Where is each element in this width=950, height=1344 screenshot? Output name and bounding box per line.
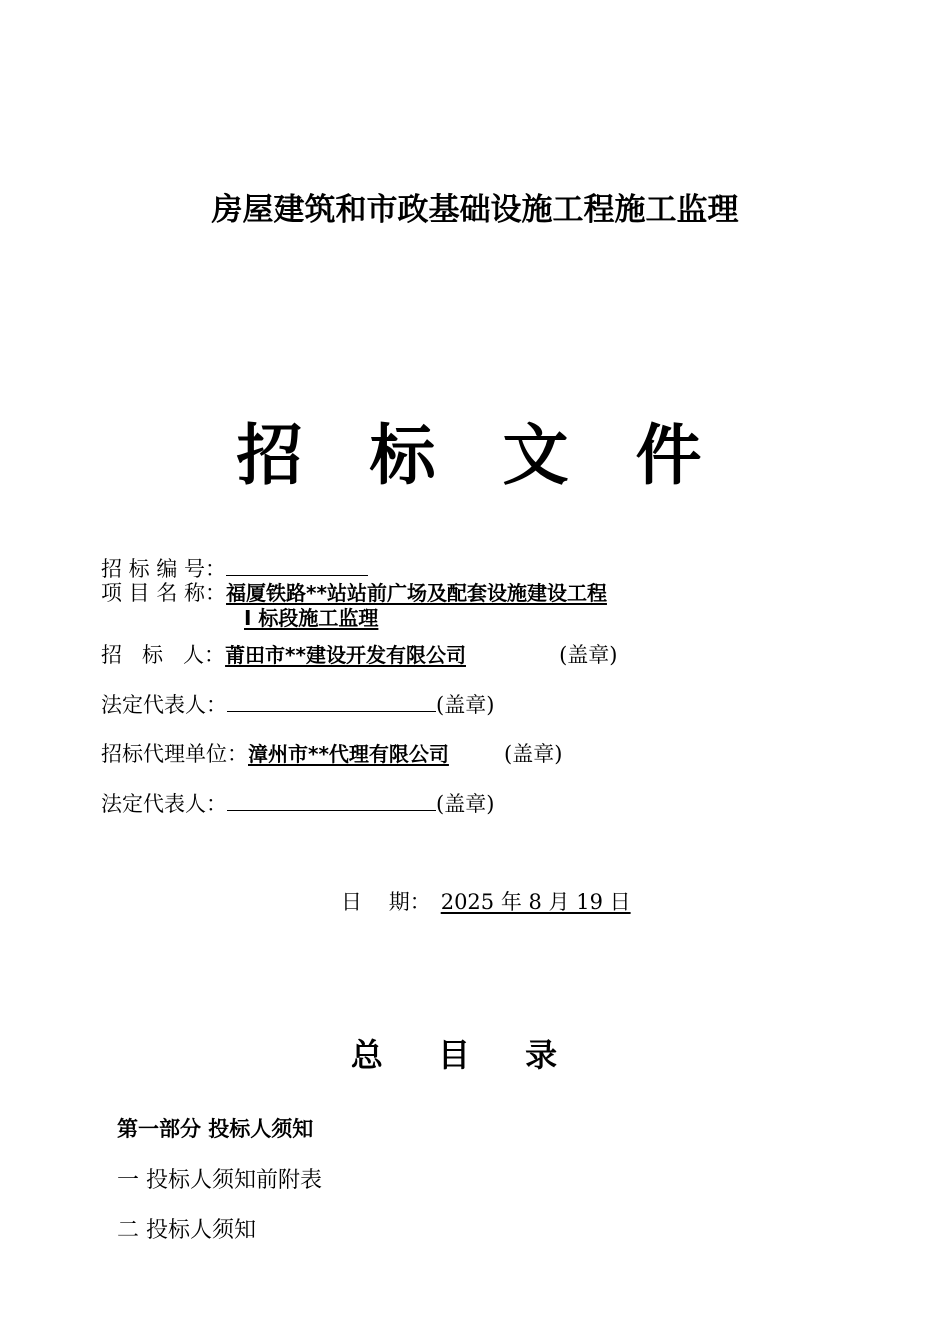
agency-value: 漳州市**代理有限公司 <box>248 742 449 766</box>
tenderer-row <box>101 642 617 668</box>
legal-rep-label-1: 法定代表人： <box>101 693 227 717</box>
document-subtitle: 房屋建筑和市政基础设施工程施工监理 <box>211 192 739 228</box>
legal-rep-row-2 <box>101 790 494 817</box>
legal-rep-stamp-2: (盖章) <box>436 792 495 816</box>
agency-stamp: (盖章) <box>504 742 563 766</box>
project-name-line2: Ⅰ 标段施工监理 <box>244 606 379 630</box>
agency-label: 招标代理单位： <box>101 742 248 766</box>
date-row <box>341 889 631 915</box>
date-label: 日 期： <box>341 890 431 914</box>
bid-number-label: 招 标 编 号： <box>101 557 227 581</box>
project-name-line1: 福厦铁路**站站前广场及配套设施建设工程 <box>226 581 607 605</box>
toc-item: 二 投标人须知 <box>117 1218 256 1243</box>
document-title: 招 标 文 件 <box>236 417 724 494</box>
legal-rep-stamp-1: (盖章) <box>436 693 495 717</box>
tenderer-label: 招 标 人： <box>101 643 226 667</box>
legal-rep-label-2: 法定代表人： <box>101 792 227 816</box>
bid-number-blank <box>226 555 368 576</box>
legal-rep-blank-1 <box>227 691 436 712</box>
tenderer-value: 莆田市**建设开发有限公司 <box>225 643 466 667</box>
project-name-row-2 <box>234 605 734 631</box>
toc-item: 一 投标人须知前附表 <box>117 1168 322 1193</box>
project-name-label: 项 目 名 称： <box>101 581 227 605</box>
legal-rep-blank-2 <box>227 790 436 811</box>
project-name-row <box>101 580 607 606</box>
toc-part-1: 第一部分 投标人须知 <box>117 1117 314 1141</box>
toc-title: 总 目 录 <box>350 1036 580 1074</box>
tenderer-stamp: (盖章) <box>559 643 618 667</box>
bid-number-row <box>101 555 368 582</box>
date-value: 2025 年 8 月 19 日 <box>440 890 631 914</box>
legal-rep-row-1 <box>101 691 494 718</box>
agency-row <box>101 741 562 767</box>
